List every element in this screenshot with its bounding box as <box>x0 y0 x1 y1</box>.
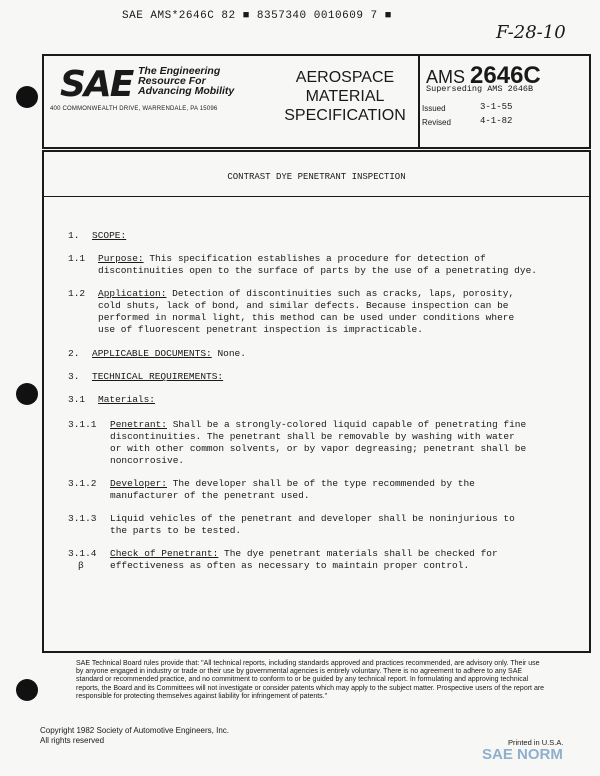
spec-type-line-2: MATERIAL <box>305 88 385 105</box>
section-3-1-number: 3.1 <box>68 394 86 405</box>
spec-type-line-3: SPECIFICATION <box>284 107 406 124</box>
section-2-text: None. <box>217 348 246 359</box>
section-3-1-4-line-1 <box>110 548 498 560</box>
section-1-1-number: 1.1 <box>68 253 86 264</box>
section-3-1-3-line-2: the parts to be tested. <box>110 525 242 536</box>
tagline-line-2: Resource For <box>138 75 206 87</box>
section-3-title <box>92 371 223 383</box>
section-1-number: 1. <box>68 230 80 241</box>
section-3-1-2-text: The developer shall be of the type recommended by the <box>172 478 475 489</box>
section-1-2-number: 1.2 <box>68 288 86 299</box>
section-2-heading: APPLICABLE DOCUMENTS: <box>92 348 212 359</box>
header-box <box>42 54 591 149</box>
section-3-1-4-number: 3.1.4 <box>68 548 97 559</box>
section-1-2-heading: Application: <box>98 288 167 299</box>
body-box <box>42 150 591 653</box>
sae-tagline <box>138 66 234 96</box>
section-1-1-heading: Purpose: <box>98 253 144 264</box>
section-1-heading: SCOPE: <box>92 230 127 241</box>
brand-watermark: SAE NORM <box>482 746 563 763</box>
section-1-1-line-1 <box>98 253 486 265</box>
section-3-1-4-line-2: effectiveness as often as necessary to maintain proper control. <box>110 560 470 571</box>
rights-reserved: All rights reserved <box>40 736 105 745</box>
section-3-1-1-line-1 <box>110 419 526 431</box>
section-1-2-line-3: performed in normal light, this method can be used under conditions where <box>98 312 515 323</box>
section-3-heading: TECHNICAL REQUIREMENTS: <box>92 371 224 382</box>
spec-type-line-1: AEROSPACE <box>295 69 395 86</box>
handwritten-note: F-28-10 <box>496 22 566 43</box>
section-1-2-line-4: use of fluorescent penetrant inspection is impracticable. <box>98 324 423 335</box>
section-3-1-2-heading: Developer: <box>110 478 168 489</box>
margin-mark: β <box>78 560 84 571</box>
tagline-line-3: Advancing Mobility <box>138 85 235 97</box>
section-3-1-2-line-1 <box>110 478 475 490</box>
copyright-block <box>40 726 229 746</box>
barcode-line: SAE AMS*2646C 82 ■ 8357340 0010609 7 ■ <box>122 10 392 22</box>
ams-prefix: AMS <box>426 67 466 87</box>
section-2-line <box>92 348 246 360</box>
section-3-1-title <box>98 394 155 406</box>
section-3-1-1-heading: Penetrant: <box>110 419 168 430</box>
section-3-1-1-line-2: discontinuities. The penetrant shall be removable by washing with water <box>110 431 515 442</box>
section-3-1-3-number: 3.1.3 <box>68 513 97 524</box>
section-1-2-line-1 <box>98 288 514 300</box>
document-title: CONTRAST DYE PENETRANT INSPECTION <box>227 172 406 182</box>
section-1-2-text: Detection of discontinuities such as cracks, laps, porosity, <box>172 288 515 299</box>
section-3-1-2-number: 3.1.2 <box>68 478 97 489</box>
sae-disclaimer: SAE Technical Board rules provide that: "All technical reports, including standards approved and practices recommended, are advisory only. Their use by anyone engaged in industry or trade or their use by governmental agencies is entirely voluntary. There is no agreement to adhere to any SAE standard or recommended practice, and no commitment to conform to or be guided by any technical report. In formulating and approving technical reports, the Board and its Committees will not investigate or consider patents which may apply to the subject matter. Prospective users of the report are responsible for protecting themselves against liability for infringement of patents." <box>76 660 545 700</box>
section-3-1-3-line-1: Liquid vehicles of the penetrant and developer shall be noninjurious to <box>110 513 515 524</box>
spec-type <box>278 68 412 125</box>
revised-date: 4-1-82 <box>480 116 513 126</box>
section-3-1-1-line-4: noncorrosive. <box>110 455 185 466</box>
header-divider <box>418 56 420 147</box>
tagline-line-1: The Engineering <box>138 65 221 77</box>
title-rule <box>44 196 589 197</box>
sae-address: 400 COMMONWEALTH DRIVE, WARRENDALE, PA 15096 <box>50 106 218 112</box>
section-1-1-text: This specification establishes a procedure for detection of <box>149 253 486 264</box>
superseding-note: Superseding AMS 2646B <box>426 84 534 94</box>
ams-code: 2646C <box>470 62 541 89</box>
revised-label: Revised <box>422 118 451 127</box>
issued-label: Issued <box>422 104 446 113</box>
section-3-1-1-text: Shall be a strongly-colored liquid capable of penetrating fine <box>172 419 527 430</box>
sae-logo: SAE <box>60 64 133 105</box>
section-2-number: 2. <box>68 348 80 359</box>
copyright: Copyright 1982 Society of Automotive Engineers, Inc. <box>40 726 229 735</box>
section-1-2-line-2: cold shuts, lack of bond, and similar defects. Because inspection can be <box>98 300 509 311</box>
section-3-1-2-line-2: manufacturer of the penetrant used. <box>110 490 310 501</box>
binder-hole-bottom <box>16 679 38 701</box>
binder-hole-top <box>16 86 38 108</box>
issued-date: 3-1-55 <box>480 102 513 112</box>
section-3-1-4-text: The dye penetrant materials shall be checked for <box>224 548 498 559</box>
section-3-1-1-number: 3.1.1 <box>68 419 97 430</box>
section-1-1-line-2: discontinuities open to the surface of parts by the use of a penetrating dye. <box>98 265 537 276</box>
section-3-1-4-heading: Check of Penetrant: <box>110 548 219 559</box>
section-3-1-1-line-3: or with other common solvents, or by vapor degreasing; penetrant shall be <box>110 443 527 454</box>
section-3-number: 3. <box>68 371 80 382</box>
section-1-title <box>92 230 126 242</box>
binder-hole-middle <box>16 383 38 405</box>
section-3-1-heading: Materials: <box>98 394 156 405</box>
printed-in: Printed in U.S.A. <box>508 738 564 747</box>
